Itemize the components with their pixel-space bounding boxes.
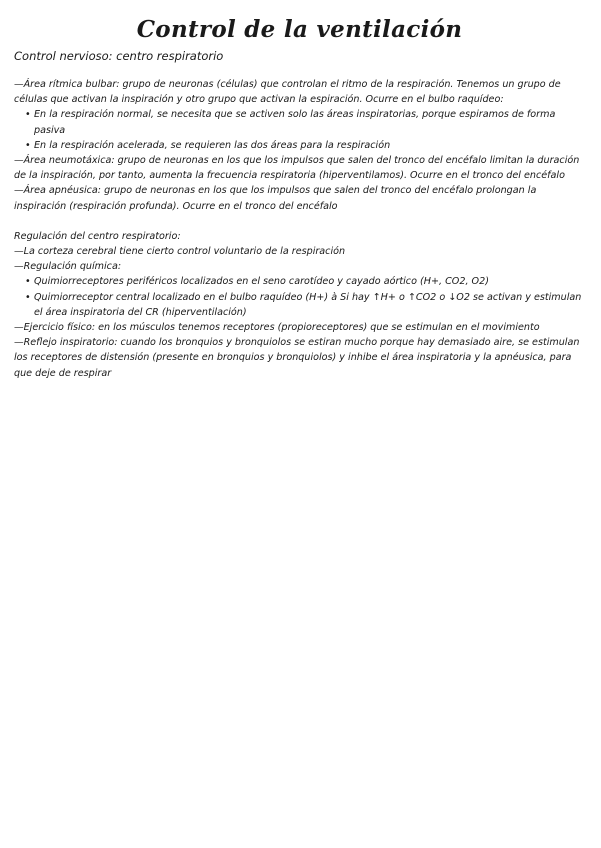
list-item: [14, 290, 585, 320]
page-title: Control de la ventilación: [136, 16, 463, 43]
list-item-text: Quimiorreceptores periféricos localizados en el seno carotídeo y cayado aórtico (H+, CO2, O2): [34, 276, 489, 288]
area-apneusica-paragraph: —Área apnéusica: grupo de neuronas en los que los impulsos que salen del tronco del encéfalo prolongan la inspiración (respiración profunda). Ocurre en el tronco del encéfalo: [14, 185, 537, 212]
list-item: [14, 274, 585, 289]
document-body: [14, 77, 585, 381]
area-neumotaxica-paragraph: —Área neumotáxica: grupo de neuronas en los que los impulsos que salen del tronco del encéfalo limitan la duración de la inspiración, por tanto, aumenta la frecuencia respiratoria (hiperventilamos). Ocurre en el tronco del encéfalo: [14, 155, 580, 182]
list-item: [14, 138, 585, 153]
ejercicio-paragraph: —Ejercicio físico: en los músculos tenemos receptores (propioreceptores) que se estimulan en el movimiento: [14, 322, 540, 334]
section-subtitle: Control nervioso: centro respiratorio: [14, 49, 224, 63]
reflejo-paragraph: —Reflejo inspiratorio: cuando los bronquios y bronquiolos se estiran mucho porque hay demasiado aire, se estimulan los receptores de distensión (presente en bronquios y bronquiolos) y inhibe el área inspiratoria y la apnéusica, para que deje de respirar: [14, 337, 580, 379]
bullet-icon: •: [25, 109, 31, 121]
corteza-paragraph: —La corteza cerebral tiene cierto control voluntario de la respiración: [14, 246, 346, 258]
regulacion-quimica-paragraph: —Regulación química:: [14, 261, 122, 273]
quimica-bullet-list: [14, 274, 585, 320]
list-item-text: En la respiración normal, se necesita que se activen solo las áreas inspiratorias, porque espiramos de forma pasiva: [34, 109, 556, 136]
regulacion-heading: Regulación del centro respiratorio:: [14, 230, 181, 242]
area-bulbar-paragraph: —Área rítmica bulbar: grupo de neuronas (células) que controlan el ritmo de la respiración. Tenemos un grupo de células que activan la inspiración y otro grupo que activan la espiración. Ocurre en el bulbo raquídeo:: [14, 79, 561, 106]
bullet-icon: •: [25, 276, 31, 288]
list-item: [14, 107, 585, 137]
bullet-icon: •: [25, 139, 31, 151]
bullet-icon: •: [25, 291, 31, 303]
bulbar-bullet-list: [14, 107, 585, 153]
list-item-text: Quimiorreceptor central localizado en el bulbo raquídeo (H+) à Si hay ↑H+ o ↑CO2 o ↓O2 se activan y estimulan el área inspiratoria del CR (hiperventilación): [34, 291, 582, 318]
section-gap: [14, 214, 585, 229]
list-item-text: En la respiración acelerada, se requieren las dos áreas para la respiración: [34, 139, 391, 151]
